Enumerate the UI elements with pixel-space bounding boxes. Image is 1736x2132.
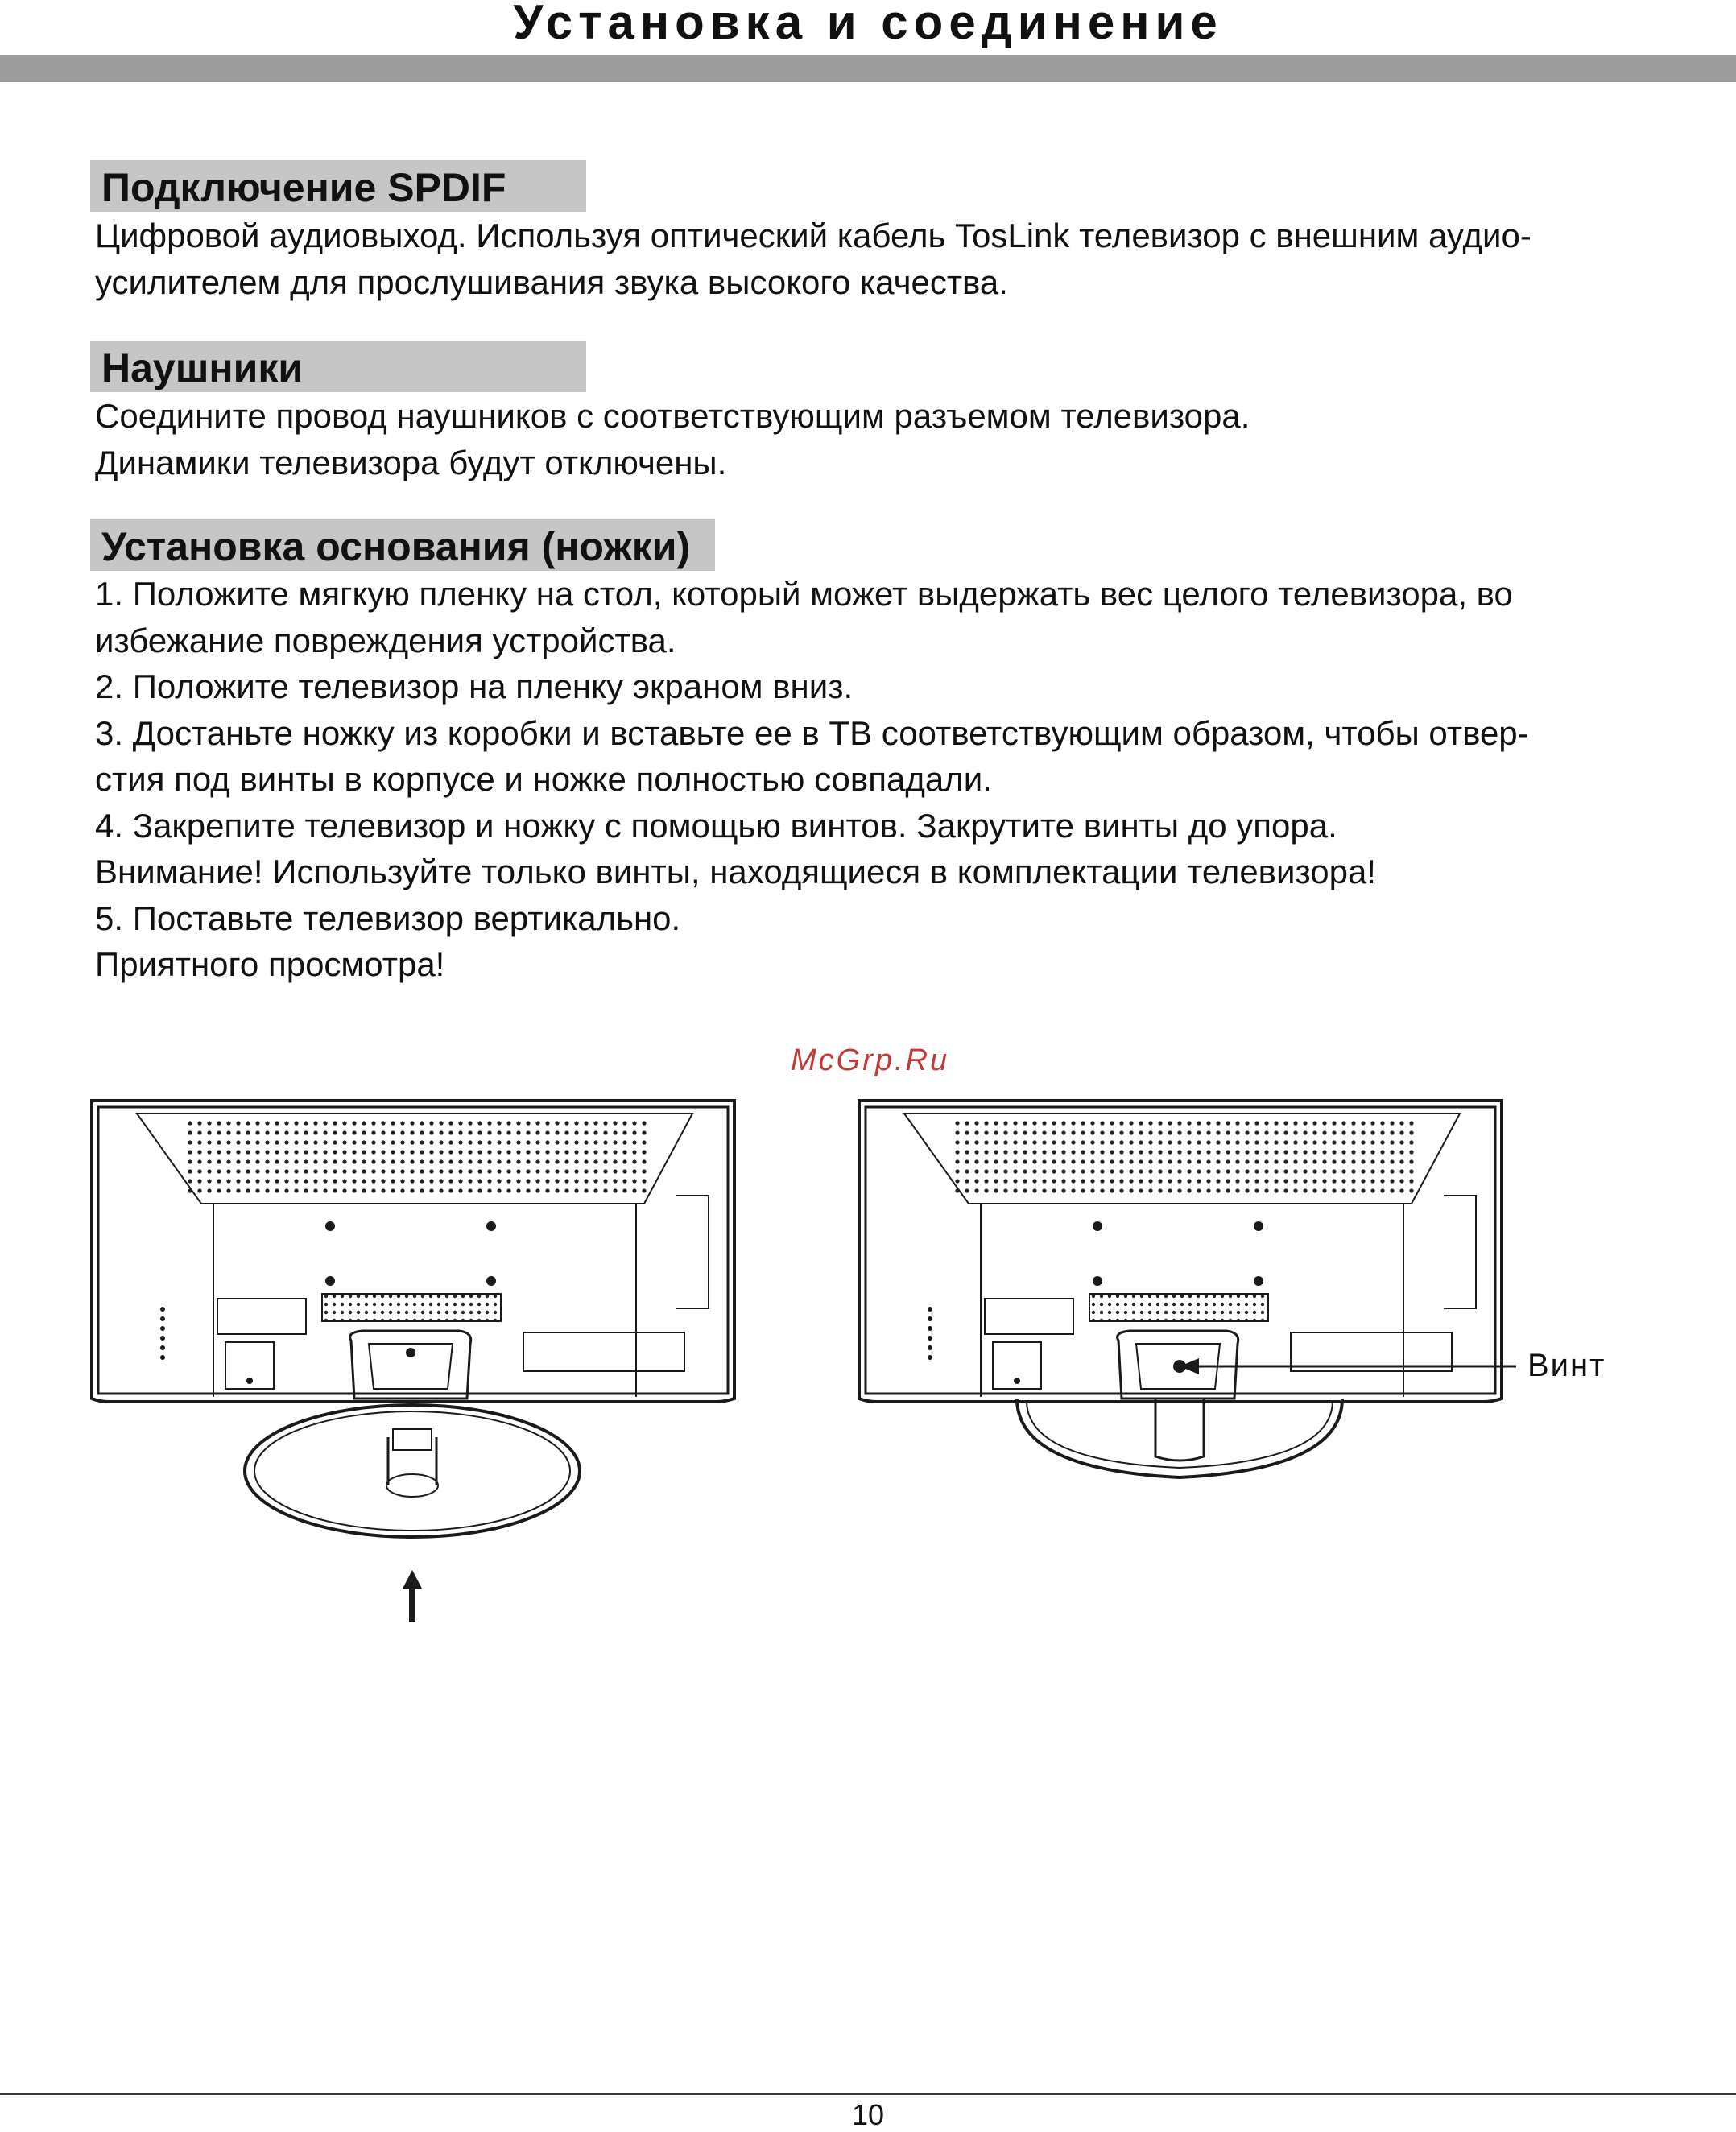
section-text-stand xyxy=(95,571,1625,988)
text-line: стия под винты в корпусе и ножке полностью совпадали. xyxy=(95,760,992,798)
text-line: Динамики телевизора будут отключены. xyxy=(95,443,727,481)
section-heading-spdif: Подключение SPDIF xyxy=(90,160,586,212)
figure-stand-screwed xyxy=(856,1099,1524,1518)
text-line: Внимание! Используйте только винты, находящиеся в комплектации телевизора! xyxy=(95,853,1376,890)
page-title: Установка и соединение xyxy=(513,0,1223,49)
text-line: 4. Закрепите телевизор и ножку с помощью винтов. Закрутите винты до упора. xyxy=(95,806,1337,845)
text-line: 2. Положите телевизор на пленку экраном вниз. xyxy=(95,667,854,705)
section-text-spdif xyxy=(95,213,1625,305)
text-line: Цифровой аудиовыход. Используя оптический кабель TosLink телевизор с внешним аудио- xyxy=(95,217,1531,254)
text-line: Соедините провод наушников с соответствующим разъемом телевизора. xyxy=(95,397,1250,435)
text-line: избежание повреждения устройства. xyxy=(95,621,676,659)
page-number: 10 xyxy=(851,2098,885,2131)
watermark: McGrp.Ru xyxy=(791,1043,950,1077)
section-text-headphones xyxy=(95,393,1625,485)
section-heading-stand: Установка основания (ножки) xyxy=(90,519,715,571)
figure-stand-insert xyxy=(89,1099,741,1630)
text-line: 3. Достаньте ножку из коробки и вставьте ее в ТВ соответствующим образом, чтобы отвер- xyxy=(95,713,1529,752)
footer-rule xyxy=(0,2093,1736,2095)
text-line: 1. Положите мягкую пленку на стол, который может выдержать вес целого телевизора, во xyxy=(95,575,1513,613)
text-line: Приятного просмотра! xyxy=(95,945,445,983)
section-heading-headphones: Наушники xyxy=(90,341,586,392)
screw-label: Винт xyxy=(1527,1348,1606,1383)
title-bar xyxy=(0,55,1736,82)
text-line: усилителем для прослушивания звука высокого качества. xyxy=(95,262,1008,301)
text-line: 5. Поставьте телевизор вертикально. xyxy=(95,899,681,937)
